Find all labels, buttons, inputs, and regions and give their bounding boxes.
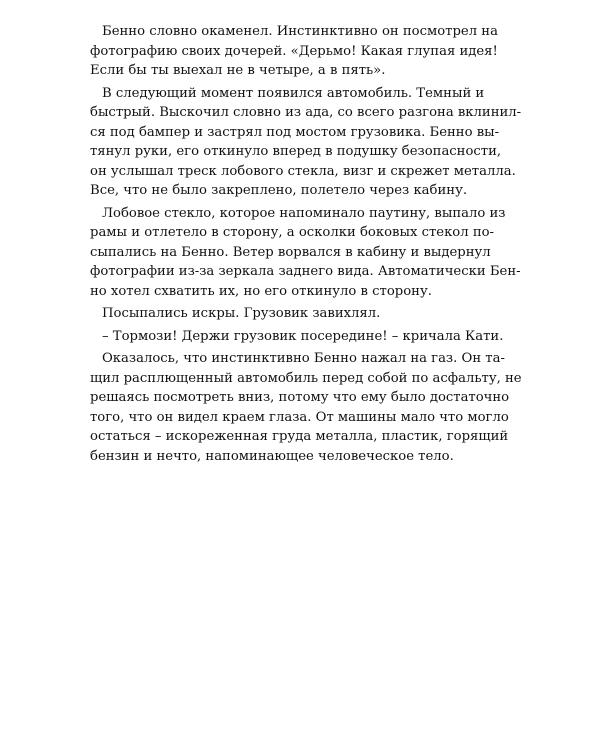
text-line: решаясь посмотреть вниз, потому что ему было достаточно <box>90 390 510 405</box>
paragraph <box>90 84 522 201</box>
paragraph <box>90 349 522 466</box>
paragraph <box>90 304 470 324</box>
text-line: быстрый. Выскочил словно из ада, со всего разгона вклинил- <box>90 105 522 120</box>
text-line: рамы и отлетело в сторону, а осколки боковых стекол по- <box>90 225 495 240</box>
text-line: – Тормози! Держи грузовик посередине! – кричала Кати. <box>102 328 504 344</box>
text-line: тянул руки, его откинуло вперед в подушку безопасности, <box>90 144 502 159</box>
text-line: бензин и нечто, напоминающее человеческое тело. <box>90 448 454 464</box>
paragraph <box>90 22 498 81</box>
text-line: сыпались на Бенно. Ветер ворвался в кабину и выдернул <box>90 244 491 260</box>
text-line: Если бы ты выехал не в четыре, а в пять». <box>90 63 386 78</box>
paragraph <box>90 327 504 347</box>
text-line: Бенно словно окаменел. Инстинктивно он посмотрел на <box>102 24 498 39</box>
text-line: Оказалось, что инстинктивно Бенно нажал на газ. Он та- <box>102 351 505 366</box>
text-line: Посыпались искры. Грузовик завихлял. <box>102 306 381 321</box>
text-line: ся под бампер и застрял под мостом грузовика. Бенно вы- <box>90 124 500 140</box>
text-line: он услышал треск лобового стекла, визг и скрежет металла. <box>90 163 516 179</box>
text-line: того, что он видел краем глаза. От машины мало что могло <box>90 409 509 425</box>
body-text <box>90 22 522 469</box>
text-line: фотографии из-за зеркала заднего вида. Автоматически Бен- <box>90 264 521 279</box>
text-line: щил расплющенный автомобиль перед собой по асфальту, не <box>90 370 522 386</box>
text-line: Лобовое стекло, которое напоминало паутину, выпало из <box>102 205 506 221</box>
text-line: Все, что не было закреплено, полетело через кабину. <box>90 183 468 198</box>
text-line: но хотел схватить их, но его откинуло в сторону. <box>90 283 432 299</box>
text-line: остаться – искореженная груда металла, пластик, горящий <box>90 429 509 444</box>
text-line: В следующий момент появился автомобиль. Темный и <box>102 85 485 101</box>
text-line: фотографию своих дочерей. «Дерьмо! Какая глупая идея! <box>90 43 498 59</box>
paragraph <box>90 204 521 302</box>
